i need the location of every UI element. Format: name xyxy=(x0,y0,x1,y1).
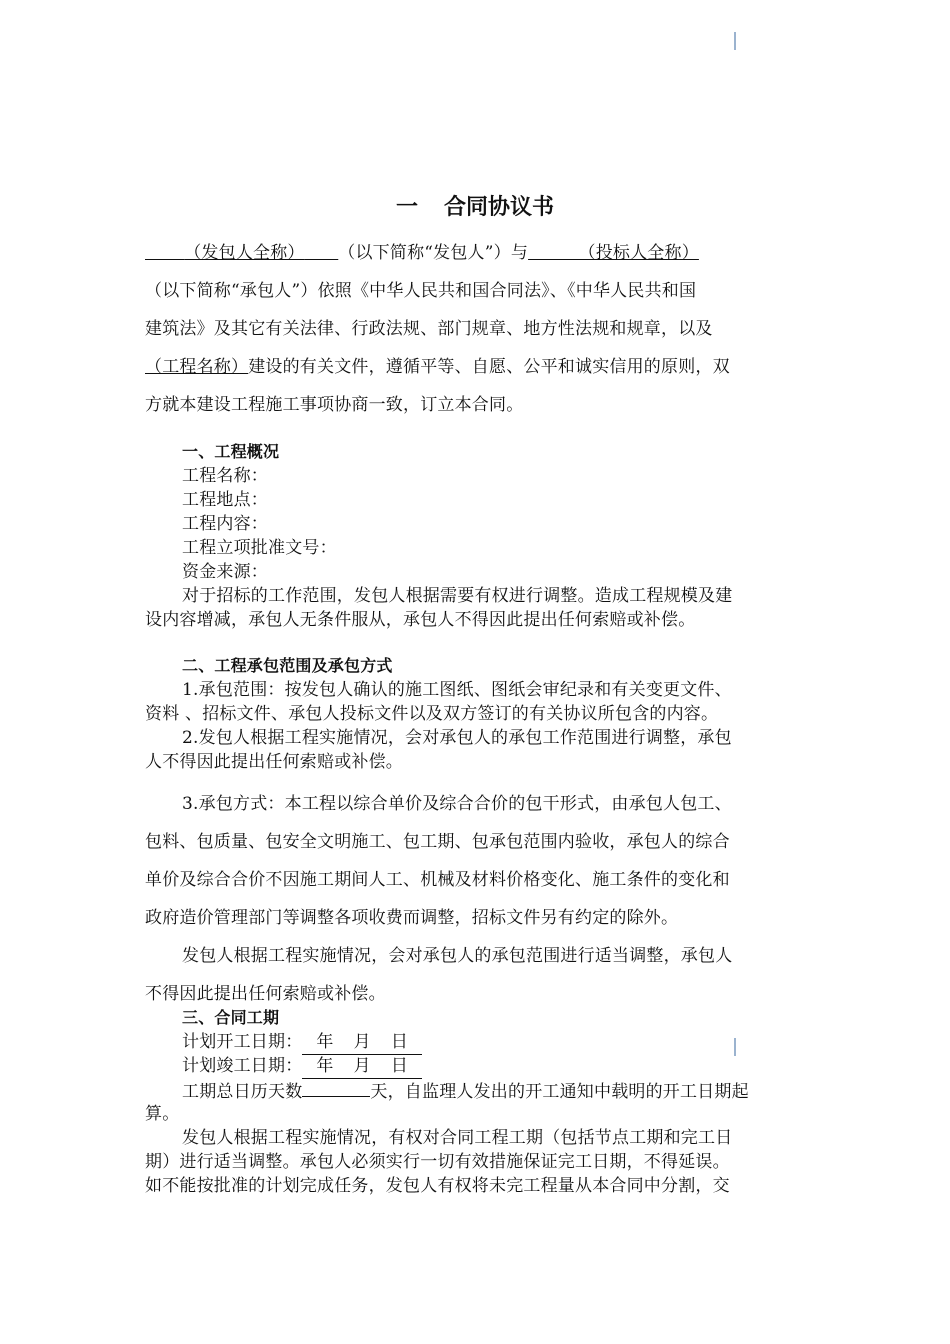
section-project-overview xyxy=(145,440,805,632)
bidder-name-blank: （投标人全称） xyxy=(578,243,699,263)
end-date-blank: 年 月 日 xyxy=(302,1054,422,1079)
intro-text: （以下简称“发包人”）与 xyxy=(338,243,529,263)
title-number: 一 xyxy=(395,195,418,220)
intro-line-4: （工程名称）建设的有关文件，遵循平等、自愿、公平和诚实信用的原则，双 xyxy=(145,357,730,377)
paragraph-line: 人不得因此提出任何索赔或补偿。 xyxy=(145,752,403,772)
intro-line-3: 建筑法》及其它有关法律、行政法规、部门规章、地方性法规和规章，以及 xyxy=(145,319,713,339)
paragraph-line: 2.发包人根据工程实施情况，会对承包人的承包工作范围进行调整，承包 xyxy=(182,728,732,748)
paragraph-line: 发包人根据工程实施情况，有权对合同工程工期（包括节点工期和完工日 xyxy=(182,1128,733,1148)
section-heading: 二、工程承包范围及承包方式 xyxy=(182,656,393,675)
planned-start-date: 计划开工日期： 年 月 日 xyxy=(145,1030,805,1054)
paragraph-line: 3.承包方式：本工程以综合单价及综合合价的包干形式，由承包人包工、 xyxy=(182,794,732,814)
days-blank xyxy=(302,1078,370,1097)
total-days-line: 工期总日历天数 天，自监理人发出的开工通知中载明的开工日期起 xyxy=(145,1078,805,1102)
intro-line-5: 方就本建设工程施工事项协商一致，订立本合同。 xyxy=(145,395,524,415)
paragraph-line: 期）进行适当调整。承包人必须实行一切有效措施保证完工日期，不得延误。 xyxy=(145,1152,730,1172)
paragraph-line: 单价及综合合价不因施工期间人工、机械及材料价格变化、施工条件的变化和 xyxy=(145,870,730,890)
paragraph-line: 发包人根据工程实施情况，会对承包人的承包范围进行适当调整，承包人 xyxy=(182,946,733,966)
section-contract-period xyxy=(145,1006,805,1198)
field-approval-number: 工程立项批准文号： xyxy=(182,538,337,558)
paragraph-line: 对于招标的工作范围，发包人根据需要有权进行调整。造成工程规模及建 xyxy=(182,586,733,606)
contract-method-paragraph xyxy=(145,785,805,1013)
intro-line-2: （以下简称“承包人”）依照《中华人民共和国合同法》、《中华人民共和国 xyxy=(145,281,697,301)
title-text: 合同协议书 xyxy=(444,195,555,220)
field-project-content: 工程内容： xyxy=(182,514,268,534)
field-project-name: 工程名称： xyxy=(182,466,268,486)
section-heading: 一、工程概况 xyxy=(182,442,280,461)
page-title xyxy=(0,190,950,221)
text-cursor-mark-top xyxy=(734,32,736,50)
paragraph-line: 包料、包质量、包安全文明施工、包工期、包承包范围内验收，承包人的综合 xyxy=(145,832,730,852)
project-name-blank: （工程名称） xyxy=(145,357,249,377)
planned-end-date: 计划竣工日期： 年 月 日 xyxy=(145,1054,805,1078)
employer-name-blank: （发包人全称） xyxy=(184,243,305,263)
intro-line-1 xyxy=(145,234,805,272)
intro-paragraph xyxy=(145,234,805,424)
paragraph-line: 算。 xyxy=(145,1104,180,1124)
section-contract-scope xyxy=(145,654,805,774)
field-fund-source: 资金来源： xyxy=(182,562,268,582)
field-project-location: 工程地点： xyxy=(182,490,268,510)
paragraph-line: 不得因此提出任何索赔或补偿。 xyxy=(145,984,386,1004)
paragraph-line: 政府造价管理部门等调整各项收费而调整，招标文件另有约定的除外。 xyxy=(145,908,679,928)
section-heading: 三、合同工期 xyxy=(182,1008,280,1027)
paragraph-line: 1.承包范围：按发包人确认的施工图纸、图纸会审纪录和有关变更文件、 xyxy=(182,680,732,700)
paragraph-line: 设内容增减，承包人无条件服从，承包人不得因此提出任何索赔或补偿。 xyxy=(145,610,696,630)
paragraph-line: 如不能按批准的计划完成任务，发包人有权将未完工程量从本合同中分割，交 xyxy=(145,1176,730,1196)
start-date-blank: 年 月 日 xyxy=(302,1030,422,1055)
paragraph-line: 资料 、招标文件、承包人投标文件以及双方签订的有关协议所包含的内容。 xyxy=(145,704,719,724)
